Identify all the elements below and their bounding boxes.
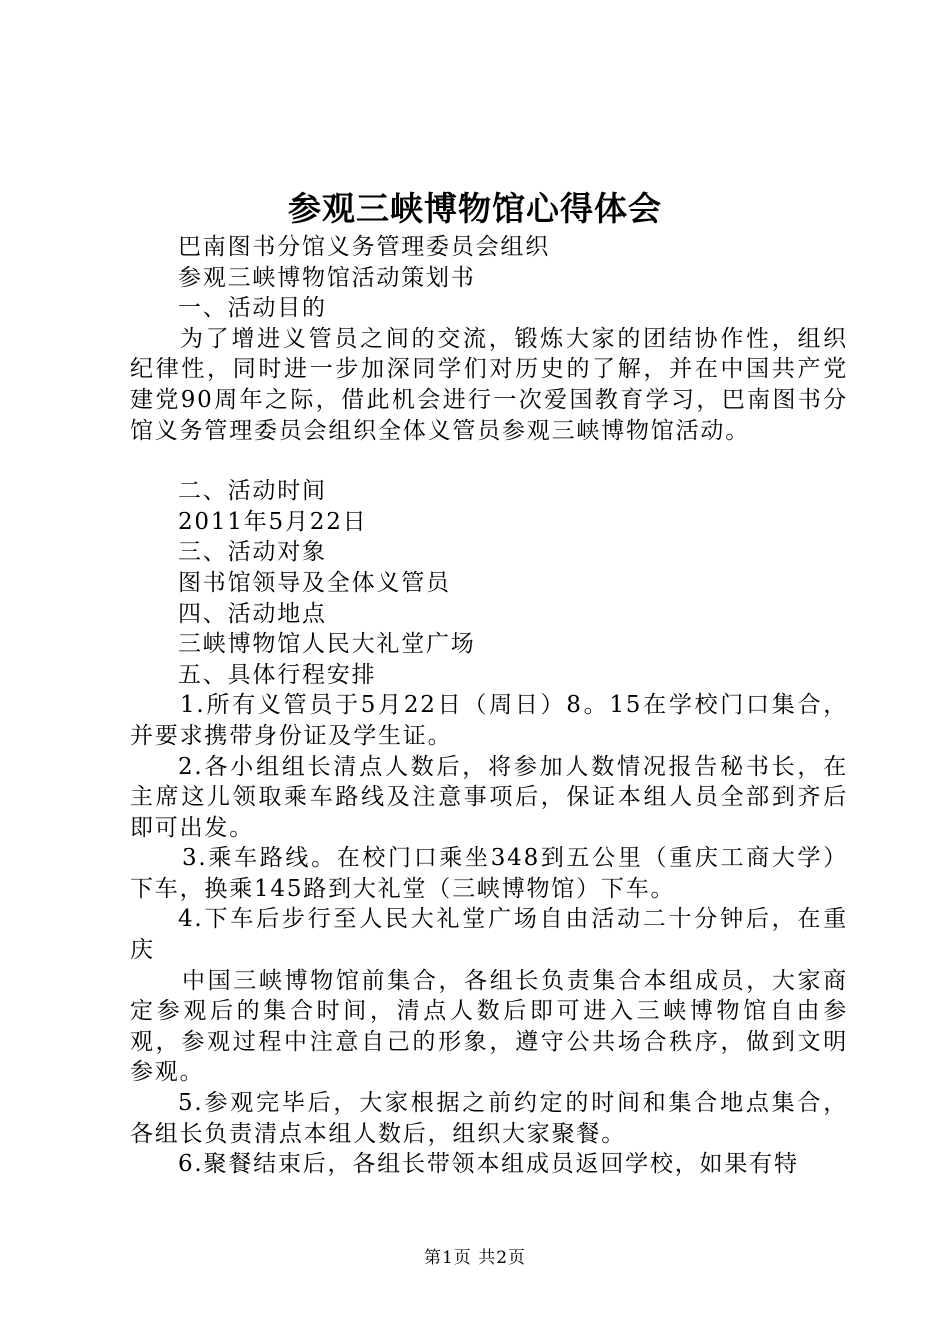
document-title: 参观三峡博物馆心得体会 — [288, 189, 662, 228]
document-body — [130, 232, 848, 1180]
page-number-footer: 第1页 共2页 — [423, 1248, 527, 1268]
activity-date: 2011年5月22日 — [178, 508, 368, 535]
schedule-item-2: 2.各小组组长清点人数后，将参加人数情况报告秘书长，在主席这儿领取乘车路线及注意事项后，保证本组人员全部到齐后即可出发。 — [130, 753, 848, 841]
section-heading-purpose: 一、活动目的 — [178, 295, 327, 322]
schedule-item-1: 1.所有义管员于5月22日（周日）8。15在学校门口集合，并要求携带身份证及学生证。 — [130, 692, 848, 749]
section-heading-schedule: 五、具体行程安排 — [178, 661, 377, 688]
schedule-item-4: 4.下车后步行至人民大礼堂广场自由活动二十分钟后，在重庆 — [130, 906, 848, 964]
paragraph-gap — [130, 446, 848, 476]
schedule-item-5: 5.参观完毕后，大家根据之前约定的时间和集合地点集合，各组长负责清点本组人数后，组织大家聚餐。 — [130, 1090, 848, 1147]
participants-text: 图书馆领导及全体义管员 — [178, 569, 451, 596]
organizer-line: 巴南图书分馆义务管理委员会组织 — [178, 234, 550, 260]
schedule-item-3: 3.乘车路线。在校门口乘坐348到五公里（重庆工商大学）下车，换乘145路到大礼堂（三峡博物馆）下车。 — [130, 845, 848, 902]
schedule-item-6: 6.聚餐结束后，各组长带领本组成员返回学校，如果有特 — [178, 1151, 799, 1178]
section-heading-participants: 三、活动对象 — [178, 539, 327, 566]
paragraph-purpose: 为了增进义管员之间的交流，锻炼大家的团结协作性，组织纪律性，同时进一步加深同学们对历史的了解，并在中国共产党建党90周年之际，借此机会进行一次爱国教育学习，巴南图书分馆义务管理委员会组织全体义管员参观三峡博物馆活动。 — [130, 325, 848, 444]
location-text: 三峡博物馆人民大礼堂广场 — [178, 631, 476, 658]
section-heading-location: 四、活动地点 — [178, 600, 327, 627]
plan-title-line: 参观三峡博物馆活动策划书 — [178, 264, 476, 291]
section-heading-time: 二、活动时间 — [178, 478, 327, 505]
schedule-item-4-continued: 中国三峡博物馆前集合，各组长负责集合本组成员，大家商定参观后的集合时间，清点人数后即可进入三峡博物馆自由参观，参观过程中注意自己的形象，遵守公共场合秩序，做到文明参观。 — [130, 967, 848, 1086]
